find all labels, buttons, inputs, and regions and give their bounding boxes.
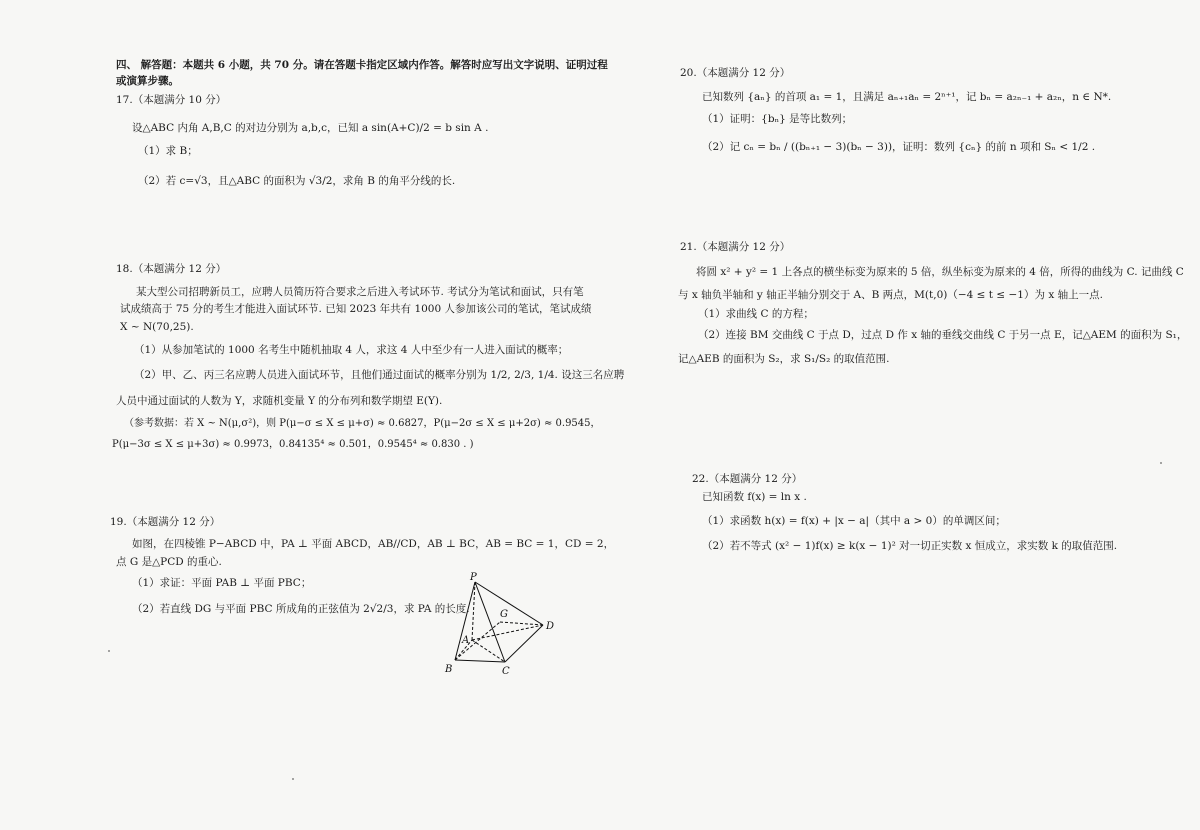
q18-ref2: P(μ−3σ ≤ X ≤ μ+3σ) ≈ 0.9973，0.84135⁴ ≈ 0.501，0.9545⁴ ≈ 0.830 . ) [112,439,474,450]
q18-title: 18.（本题满分 12 分） [116,263,227,275]
section-header: 四、 解答题：本题共 6 小题，共 70 分。请在答题卡指定区域内作答。解答时应写出文字说明、证明过程 [116,59,608,71]
q18-line2: 试成绩高于 75 分的考生才能进入面试环节. 已知 2023 年共有 1000 人参加该公司的笔试，笔试成绩 [120,303,592,315]
q20-stem: 已知数列 {aₙ} 的首项 a₁ = 1，且满足 aₙ₊₁aₙ = 2ⁿ⁺¹，记 bₙ = a₂ₙ₋₁ + a₂ₙ，n ∈ N*. [702,91,1112,103]
q19-line1: 如图，在四棱锥 P−ABCD 中，PA ⊥ 平面 ABCD，AB//CD，AB ⊥ BC，AB = BC = 1，CD = 2， [132,538,615,550]
q21-title: 21.（本题满分 12 分） [680,241,791,253]
label-C: C [502,666,510,677]
scan-speck [108,650,110,652]
label-P: P [470,572,477,583]
q21-line1: 将圆 x² + y² = 1 上各点的横坐标变为原来的 5 倍，纵坐标变为原来的 4 倍，所得的曲线为 C. 记曲线 C [696,266,1184,278]
q18-part2: （2）甲、乙、丙三名应聘人员进入面试环节，且他们通过面试的概率分别为 1/2, 2/3, 1/4. 设这三名应聘 [134,369,625,381]
q22-part2: （2）若不等式 (x² − 1)f(x) ≥ k(x − 1)² 对一切正实数 x 恒成立，求实数 k 的取值范围. [702,540,1118,552]
label-G: G [500,609,508,620]
q20-part1: （1）证明：{bₙ} 是等比数列； [702,113,853,125]
pyramid-figure [440,570,570,680]
label-D: D [546,621,555,632]
q21-line2: 与 x 轴负半轴和 y 轴正半轴分别交于 A、B 两点，M(t,0)（−4 ≤ t ≤ −1）为 x 轴上一点. [678,289,1103,301]
q20-part2: （2）记 cₙ = bₙ / ((bₙ₊₁ − 3)(bₙ − 3))，证明：数列 {cₙ} 的前 n 项和 Sₙ < 1/2 . [702,141,1096,153]
q17-title: 17.（本题满分 10 分） [116,94,227,106]
label-A: A [462,635,470,646]
section-header-cont: 或演算步骤。 [116,75,179,87]
q17-part1: （1）求 B； [138,145,198,157]
q18-part2b: 人员中通过面试的人数为 Y，求随机变量 Y 的分布列和数学期望 E(Y). [116,395,443,407]
scan-speck [292,778,294,780]
q17-stem: 设△ABC 内角 A,B,C 的对边分别为 a,b,c，已知 a sin(A+C)/2 = b sin A . [132,122,489,134]
q19-title: 19.（本题满分 12 分） [110,516,221,528]
label-B: B [445,664,453,675]
q21-part2: （2）连接 BM 交曲线 C 于点 D，过点 D 作 x 轴的垂线交曲线 C 于另一点 E，记△AEM 的面积为 S₁， [698,329,1188,341]
q22-part1: （1）求函数 h(x) = f(x) + |x − a|（其中 a > 0）的单调区间； [702,515,1006,527]
right-column [640,0,1200,830]
q17-part2: （2）若 c=√3，且△ABC 的面积为 √3/2，求角 B 的角平分线的长. [138,175,456,187]
q18-part1: （1）从参加笔试的 1000 名考生中随机抽取 4 人，求这 4 人中至少有一人进入面试的概率； [134,344,569,356]
q22-stem: 已知函数 f(x) = ln x . [702,491,807,503]
q19-line2: 点 G 是△PCD 的重心. [116,556,222,568]
scan-speck [1160,462,1162,464]
q22-title: 22.（本题满分 12 分） [692,473,803,485]
q19-part1: （1）求证：平面 PAB ⊥ 平面 PBC； [132,577,312,589]
q19-part2: （2）若直线 DG 与平面 PBC 所成角的正弦值为 2√2/3，求 PA 的长度. [132,603,470,615]
q20-title: 20.（本题满分 12 分） [680,67,791,79]
q18-line3: X ~ N(70,25). [120,321,194,333]
q21-part1: （1）求曲线 C 的方程； [698,308,814,320]
q18-ref1: （参考数据：若 X ~ N(μ,σ²)，则 P(μ−σ ≤ X ≤ μ+σ) ≈ 0.6827，P(μ−2σ ≤ X ≤ μ+2σ) ≈ 0.9545， [124,418,601,429]
q18-line1: 某大型公司招聘新员工，应聘人员简历符合要求之后进入考试环节. 考试分为笔试和面试，只有笔 [136,286,584,298]
q21-part2b: 记△AEB 的面积为 S₂，求 S₁/S₂ 的取值范围. [678,353,890,365]
